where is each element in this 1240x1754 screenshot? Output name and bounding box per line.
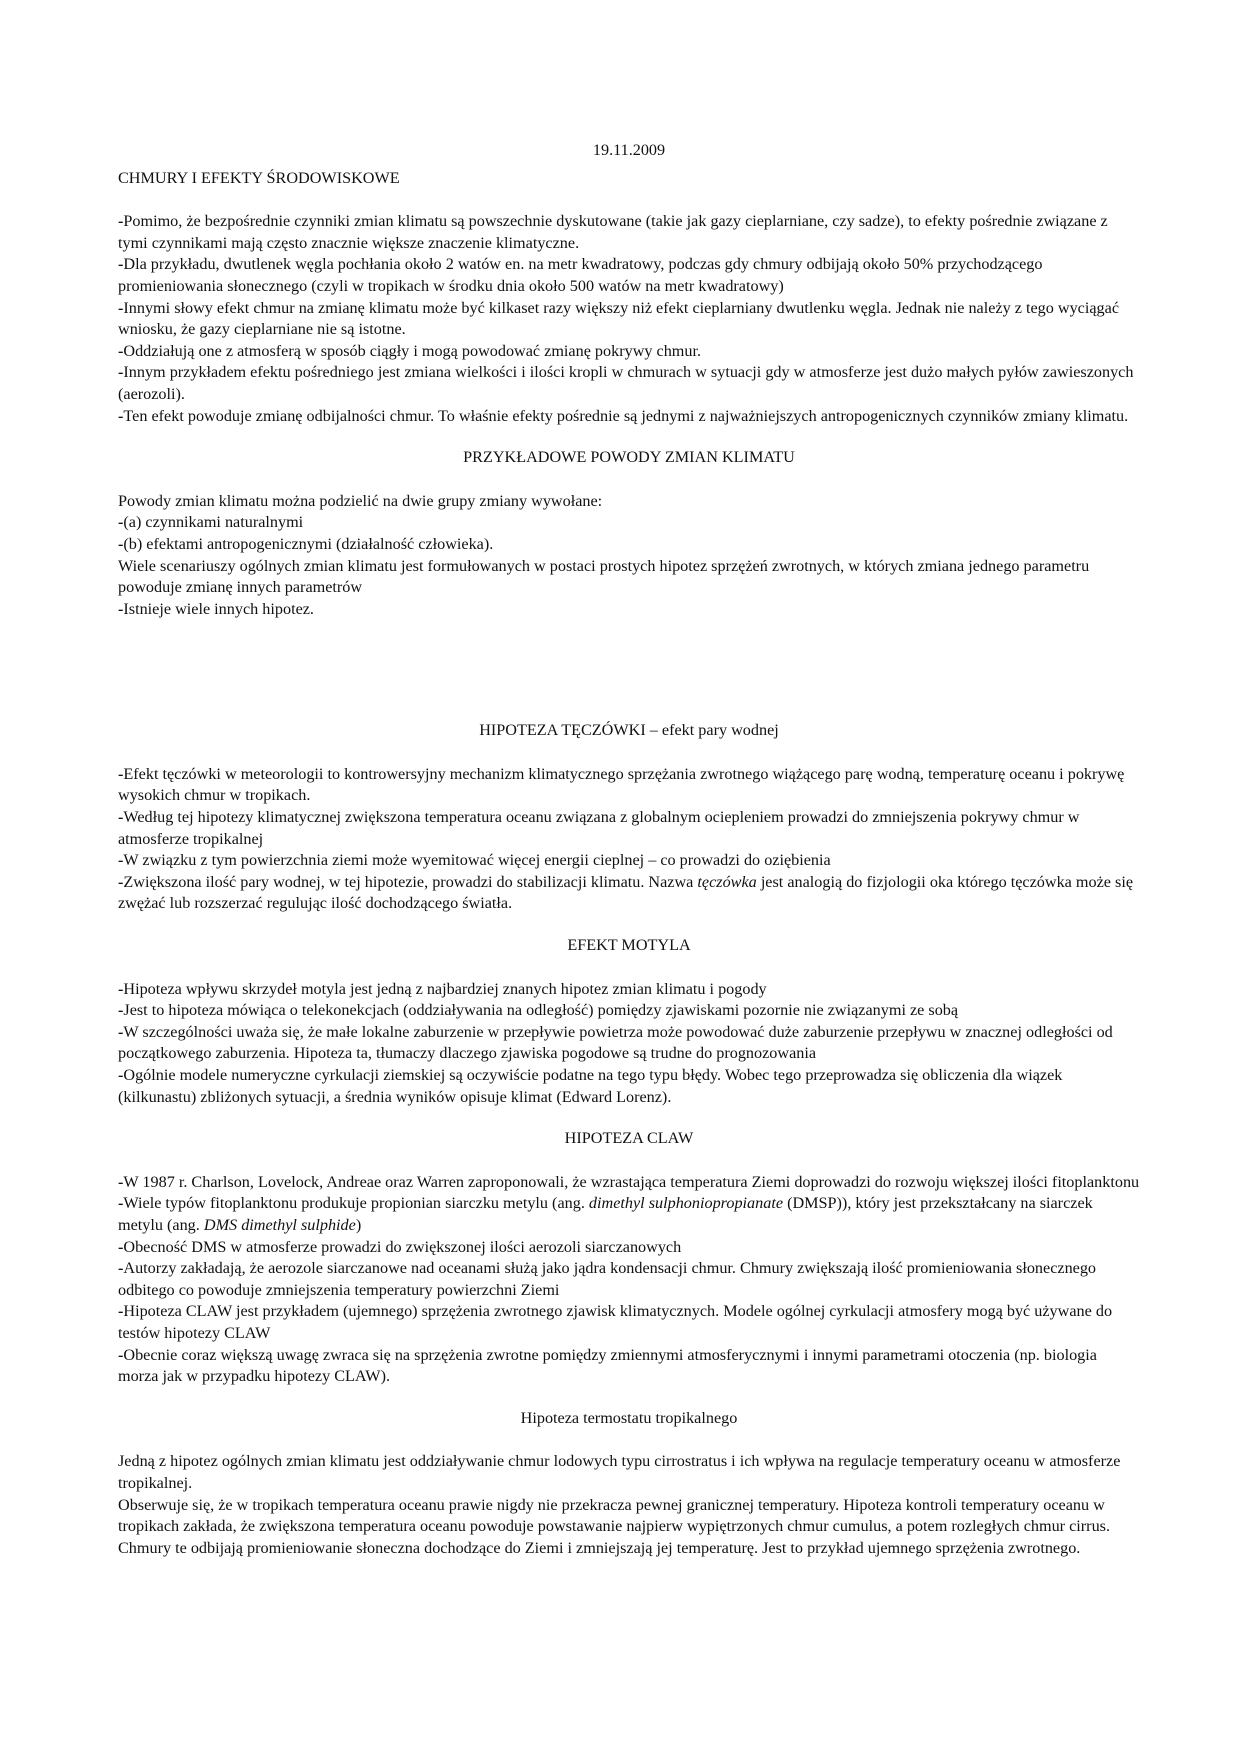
section-heading-claw: HIPOTEZA CLAW (564, 1129, 694, 1148)
thermostat-paragraph: Obserwuje się, że w tropikach temperatura oceanu prawie nigdy nie przekracza pewnej granicznej temperatury. Hipoteza kontroli temperatury oceanu w tropikach zakłada, że zwiększona temperatura oceanu powoduje powstawanie najpierw wypiętrzonych chmur cumulus, a potem rozległych chmur cirrus. (118, 1495, 1111, 1536)
butterfly-item: -W szczególności uważa się, że małe lokalne zaburzenie w przepływie powietrza może powodować duże zaburzenie przepływu w znacznej odległości od początkowego zaburzenia. Hipoteza ta, tłumaczy dlaczego zjawiska pogodowe są trudne do prognozowania (118, 1022, 1113, 1063)
climate-causes-lead: Powody zmian klimatu można podzielić na dwie grupy zmiany wywołane: (118, 491, 603, 510)
claw-item: -W 1987 r. Charlson, Lovelock, Andreae oraz Warren zaproponowali, że wzrastająca temperatura Ziemi doprowadzi do rozwoju większej ilości fitoplanktonu (118, 1172, 1140, 1191)
intro-paragraph: -Pomimo, że bezpośrednie czynniki zmian klimatu są powszechnie dyskutowane (takie jak gazy cieplarniane, czy sadze), to efekty pośrednie związane z tymi czynnikami mają często znacznie większe znaczenie klimatyczne. (118, 212, 1108, 252)
iris-item: -Zwiększona ilość pary wodnej, w tej hipotezie, prowadzi do stabilizacji klimatu. Nazwa tęczówka jest analogią do fizjologii oka którego tęczówka może się zwężać lub rozszerzać regulując ilość dochodzącego światła. (118, 872, 1133, 913)
intro-paragraph: -Innym przykładem efektu pośredniego jest zmiana wielkości i ilości kropli w chmurach w sytuacji gdy w atmosferze jest dużo małych pyłów zawieszonych (aerozoli). (118, 363, 1134, 403)
intro-section (118, 211, 1140, 427)
iris-item: -Według tej hipotezy klimatycznej zwiększona temperatura oceanu związana z globalnym ociepleniem prowadzi do zmniejszenia pokrywy chmur w atmosferze tropikalnej (118, 808, 1080, 848)
iris-item: -W związku z tym powierzchnia ziemi może wyemitować więcej energii cieplnej – co prowadzi do oziębienia (118, 851, 831, 870)
iris-item: -Efekt tęczówki w meteorologii to kontrowersyjny mechanizm klimatycznego sprzężania zwrotnego wiążącego parę wodną, temperaturę oceanu i pokrywę wysokich chmur w tropikach. (118, 764, 1125, 805)
intro-paragraph: -Dla przykładu, dwutlenek węgla pochłania około 2 watów en. na metr kwadratowy, podczas gdy chmury odbijają około 50% przychodzącego promieniowania słonecznego (czyli w tropikach w środku dnia około 500 watów na metr kwadratowy) (118, 255, 1043, 295)
thermostat-paragraph: Jedną z hipotez ogólnych zmian klimatu jest oddziaływanie chmur lodowych typu cirrostratus i ich wpływa na regulacje temperatury oceanu w atmosferze tropikalnej. (118, 1452, 1121, 1492)
intro-paragraph: -Ten efekt powoduje zmianę odbijalności chmur. To właśnie efekty pośrednie są jednymi z najważniejszych antropogenicznych czynników zmiany klimatu. (118, 406, 1129, 425)
climate-causes-item-b: -(b) efektami antropogenicznymi (działalność człowieka). (118, 534, 494, 553)
iris-section (118, 764, 1140, 915)
document-date: 19.11.2009 (592, 141, 666, 159)
blank-space (118, 640, 1140, 720)
butterfly-section (118, 979, 1140, 1109)
intro-paragraph: -Oddziałują one z atmosferą w sposób ciągły i mogą powodować zmianę pokrywy chmur. (118, 341, 702, 360)
climate-causes-item-a: -(a) czynnikami naturalnymi (118, 513, 304, 532)
intro-paragraph: -Innymi słowy efekt chmur na zmianę klimatu może być kilkaset razy większy niż efekt cieplarniany dwutlenku węgla. Jednak nie należy z tego wyciągać wniosku, że gazy cieplarniane nie są istotne. (118, 298, 1120, 339)
butterfly-item: -Ogólnie modele numeryczne cyrkulacji ziemskiej są oczywiście podatne na tego typu błędy. Wobec tego przeprowadza się obliczenia dla wiązek (kilkunastu) zbliżonych sytuacji, a średnia wyników opisuje klimat (Edward Lorenz). (118, 1066, 1063, 1106)
claw-item: -Obecnie coraz większą uwagę zwraca się na sprzężenia zwrotne pomiędzy zmiennymi atmosferycznymi i innymi parametrami otoczenia (np. biologia morza jak w przypadku hipotezy CLAW). (118, 1345, 1097, 1386)
claw-item: -Wiele typów fitoplanktonu produkuje propionian siarczku metylu (ang. dimethyl sulphoniopropianate (DMSP)), który jest przekształcany na siarczek metylu (ang. DMS dimethyl sulphide) (118, 1194, 1093, 1234)
butterfly-item: -Hipoteza wpływu skrzydeł motyla jest jedną z najbardziej znanych hipotez zmian klimatu i pogody (118, 979, 767, 998)
claw-item: -Autorzy zakładają, że aerozole siarczanowe nad oceanami służą jako jądra kondensacji chmur. Chmury zwiększają ilość promieniowania słonecznego odbitego co powoduje zmniejszenia temperatury powierzchni Ziemi (118, 1259, 1097, 1299)
thermostat-section (118, 1451, 1140, 1559)
section-heading-iris: HIPOTEZA TĘCZÓWKI – efekt pary wodnej (479, 721, 779, 740)
thermostat-paragraph: Chmury te odbijają promieniowanie słoneczna dochodzące do Ziemi i zmniejszają jej temperaturę. Jest to przykład ujemnego sprzężenia zwrotnego. (118, 1538, 1081, 1557)
document-title: CHMURY I EFEKTY ŚRODOWISKOWE (118, 168, 400, 187)
climate-causes-last: -Istnieje wiele innych hipotez. (118, 599, 314, 618)
section-heading-climate-causes: PRZYKŁADOWE POWODY ZMIAN KLIMATU (463, 448, 795, 467)
section-heading-thermostat: Hipoteza termostatu tropikalnego (520, 1408, 738, 1427)
climate-causes-section (118, 491, 1140, 621)
section-heading-butterfly: EFEKT MOTYLA (567, 936, 691, 955)
claw-section (118, 1172, 1140, 1388)
claw-item: -Obecność DMS w atmosferze prowadzi do zwiększonej ilości aerozoli siarczanowych (118, 1237, 682, 1256)
claw-item: -Hipoteza CLAW jest przykładem (ujemnego) sprzężenia zwrotnego zjawisk klimatycznych. Modele ogólnej cyrkulacji atmosfery mogą być używane do testów hipotezy CLAW (118, 1302, 1113, 1342)
butterfly-item: -Jest to hipoteza mówiąca o telekonekcjach (oddziaływania na odległość) pomiędzy zjawiskami pozornie nie związanymi ze sobą (118, 1001, 959, 1020)
climate-causes-text: Wiele scenariuszy ogólnych zmian klimatu jest formułowanych w postaci prostych hipotez sprzężeń zwrotnych, w których zmiana jednego parametru powoduje zmianę innych parametrów (118, 556, 1090, 597)
